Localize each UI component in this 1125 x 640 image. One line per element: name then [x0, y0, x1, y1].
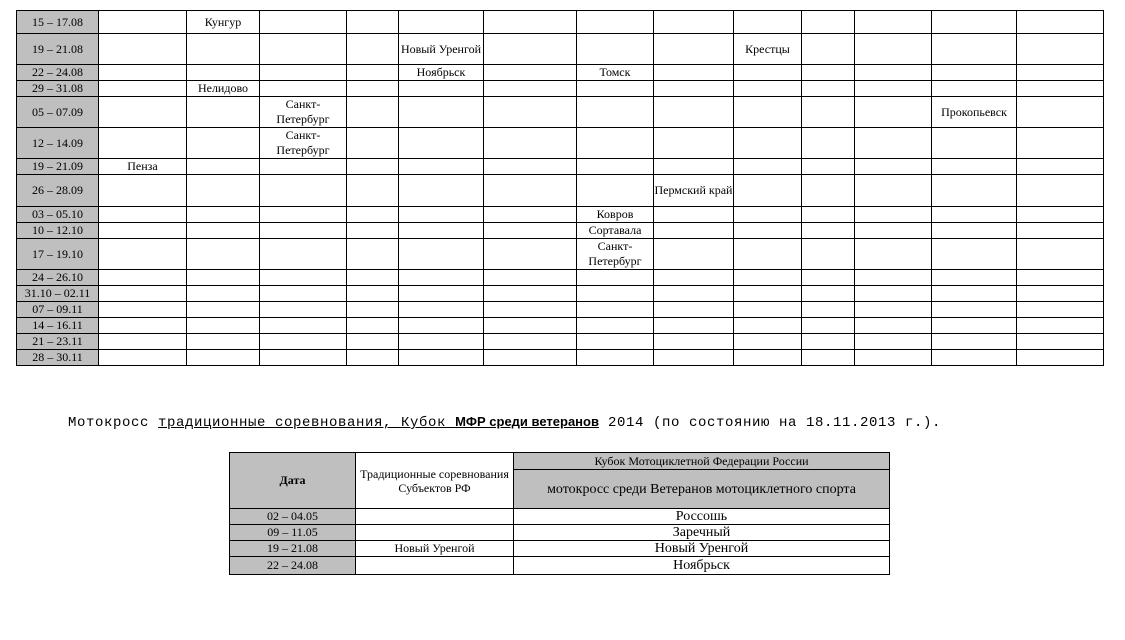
- schedule-cell: [187, 207, 260, 223]
- veterans-date-cell: 02 – 04.05: [230, 509, 356, 525]
- schedule-cell: [734, 270, 802, 286]
- veterans-cup-cell: Новый Уренгой: [514, 541, 890, 557]
- schedule-cell: [734, 81, 802, 97]
- schedule-cell: [932, 34, 1017, 65]
- schedule-cell: [855, 175, 932, 207]
- schedule-cell: [399, 175, 484, 207]
- schedule-cell: [734, 286, 802, 302]
- schedule-cell: [399, 128, 484, 159]
- schedule-cell: [347, 81, 399, 97]
- schedule-cell: [734, 159, 802, 175]
- veterans-cup-table: [229, 452, 890, 575]
- schedule-cell: [484, 223, 577, 239]
- heading-part-3: МФР среди ветеранов: [455, 414, 599, 429]
- schedule-row: [17, 65, 1104, 81]
- schedule-cell: [347, 318, 399, 334]
- schedule-cell: [399, 11, 484, 34]
- schedule-cell: [1017, 239, 1104, 270]
- schedule-cell: [802, 11, 855, 34]
- schedule-row: [17, 223, 1104, 239]
- schedule-cell: [260, 318, 347, 334]
- schedule-cell: [347, 334, 399, 350]
- schedule-cell: [577, 159, 654, 175]
- schedule-cell: [1017, 334, 1104, 350]
- veterans-date-cell: 19 – 21.08: [230, 541, 356, 557]
- schedule-cell: [654, 34, 734, 65]
- schedule-date-cell: 29 – 31.08: [17, 81, 99, 97]
- schedule-cell: [577, 350, 654, 366]
- schedule-cell: [347, 207, 399, 223]
- veterans-row: [230, 509, 890, 525]
- schedule-cell: [347, 239, 399, 270]
- schedule-cell: Кунгур: [187, 11, 260, 34]
- schedule-cell: [577, 334, 654, 350]
- schedule-cell: [1017, 350, 1104, 366]
- schedule-cell: [187, 270, 260, 286]
- schedule-cell: [654, 350, 734, 366]
- schedule-cell: [932, 239, 1017, 270]
- schedule-cell: [802, 81, 855, 97]
- schedule-cell: [99, 11, 187, 34]
- schedule-cell: [654, 81, 734, 97]
- schedule-row: [17, 34, 1104, 65]
- schedule-cell: [484, 207, 577, 223]
- schedule-cell: [399, 239, 484, 270]
- schedule-cell: [1017, 302, 1104, 318]
- schedule-cell: [734, 239, 802, 270]
- schedule-cell: [802, 207, 855, 223]
- schedule-cell: [347, 223, 399, 239]
- schedule-cell: [577, 270, 654, 286]
- schedule-date-cell: 31.10 – 02.11: [17, 286, 99, 302]
- schedule-cell: Санкт-Петербург: [260, 128, 347, 159]
- schedule-cell: [399, 270, 484, 286]
- schedule-row: [17, 97, 1104, 128]
- schedule-cell: [932, 65, 1017, 81]
- schedule-cell: [99, 334, 187, 350]
- schedule-cell: [855, 65, 932, 81]
- schedule-cell: [1017, 97, 1104, 128]
- schedule-cell: Пермский край: [654, 175, 734, 207]
- schedule-cell: [802, 34, 855, 65]
- schedule-cell: [734, 65, 802, 81]
- schedule-cell: [802, 128, 855, 159]
- schedule-cell: [399, 302, 484, 318]
- schedule-cell: [734, 350, 802, 366]
- schedule-cell: [187, 97, 260, 128]
- schedule-cell: [932, 223, 1017, 239]
- schedule-cell: [802, 334, 855, 350]
- schedule-cell: [260, 159, 347, 175]
- schedule-cell: [99, 239, 187, 270]
- schedule-cell: [1017, 207, 1104, 223]
- schedule-cell: [855, 270, 932, 286]
- schedule-cell: [932, 286, 1017, 302]
- schedule-date-cell: 21 – 23.11: [17, 334, 99, 350]
- schedule-cell: [260, 65, 347, 81]
- veterans-row: [230, 557, 890, 575]
- schedule-date-cell: 03 – 05.10: [17, 207, 99, 223]
- schedule-cell: [347, 350, 399, 366]
- schedule-cell: [855, 207, 932, 223]
- schedule-cell: [99, 270, 187, 286]
- schedule-date-cell: 15 – 17.08: [17, 11, 99, 34]
- veterans-traditional-cell: [356, 557, 514, 575]
- schedule-cell: [932, 11, 1017, 34]
- schedule-cell: [187, 318, 260, 334]
- schedule-cell: [347, 175, 399, 207]
- schedule-cell: [260, 302, 347, 318]
- schedule-cell: [932, 175, 1017, 207]
- schedule-cell: [654, 334, 734, 350]
- schedule-cell: [484, 159, 577, 175]
- schedule-row: [17, 302, 1104, 318]
- schedule-row: [17, 334, 1104, 350]
- schedule-cell: [484, 302, 577, 318]
- schedule-cell: [855, 34, 932, 65]
- schedule-cell: [734, 334, 802, 350]
- schedule-cell: [855, 223, 932, 239]
- schedule-cell: [187, 175, 260, 207]
- schedule-cell: [484, 175, 577, 207]
- schedule-date-cell: 12 – 14.09: [17, 128, 99, 159]
- schedule-cell: [734, 318, 802, 334]
- schedule-cell: [1017, 65, 1104, 81]
- schedule-cell: Санкт-Петербург: [260, 97, 347, 128]
- schedule-date-cell: 07 – 09.11: [17, 302, 99, 318]
- schedule-cell: Томск: [577, 65, 654, 81]
- schedule-cell: [187, 65, 260, 81]
- heading-part-4: 2014 (по состоянию на 18.11.2013 г.).: [598, 415, 942, 431]
- schedule-cell: [187, 223, 260, 239]
- schedule-date-cell: 26 – 28.09: [17, 175, 99, 207]
- schedule-cell: Крестцы: [734, 34, 802, 65]
- schedule-cell: [932, 159, 1017, 175]
- schedule-cell: [260, 207, 347, 223]
- header-date: Дата: [230, 453, 356, 509]
- schedule-cell: [932, 128, 1017, 159]
- schedule-cell: [802, 65, 855, 81]
- schedule-cell: [802, 350, 855, 366]
- schedule-row: [17, 318, 1104, 334]
- schedule-cell: [99, 97, 187, 128]
- schedule-cell: [260, 223, 347, 239]
- schedule-date-cell: 24 – 26.10: [17, 270, 99, 286]
- schedule-cell: [187, 159, 260, 175]
- schedule-cell: [99, 350, 187, 366]
- schedule-cell: [347, 97, 399, 128]
- schedule-cell: [187, 334, 260, 350]
- schedule-row: [17, 81, 1104, 97]
- schedule-cell: [484, 34, 577, 65]
- regional-schedule-table: [16, 10, 1104, 366]
- schedule-cell: [855, 239, 932, 270]
- schedule-cell: [347, 302, 399, 318]
- schedule-cell: [932, 207, 1017, 223]
- schedule-cell: [260, 81, 347, 97]
- schedule-cell: [654, 97, 734, 128]
- schedule-cell: [577, 81, 654, 97]
- schedule-cell: [654, 207, 734, 223]
- schedule-cell: [855, 159, 932, 175]
- schedule-cell: Прокопьевск: [932, 97, 1017, 128]
- heading-part-2: традиционные соревнования, Кубок: [158, 415, 456, 431]
- schedule-cell: [260, 270, 347, 286]
- schedule-cell: [187, 286, 260, 302]
- schedule-cell: Сортавала: [577, 223, 654, 239]
- schedule-cell: [99, 175, 187, 207]
- schedule-cell: [577, 97, 654, 128]
- schedule-cell: [260, 350, 347, 366]
- schedule-cell: [855, 350, 932, 366]
- schedule-cell: [577, 286, 654, 302]
- schedule-cell: [802, 302, 855, 318]
- schedule-cell: [654, 286, 734, 302]
- schedule-cell: [1017, 223, 1104, 239]
- schedule-cell: [1017, 81, 1104, 97]
- schedule-date-cell: 19 – 21.09: [17, 159, 99, 175]
- schedule-cell: [187, 239, 260, 270]
- schedule-cell: [654, 223, 734, 239]
- schedule-cell: [347, 11, 399, 34]
- schedule-cell: [577, 11, 654, 34]
- schedule-cell: [187, 128, 260, 159]
- schedule-cell: [802, 159, 855, 175]
- schedule-row: [17, 11, 1104, 34]
- schedule-cell: [399, 286, 484, 302]
- schedule-cell: [734, 11, 802, 34]
- schedule-cell: [802, 223, 855, 239]
- schedule-row: [17, 207, 1104, 223]
- schedule-cell: [734, 207, 802, 223]
- schedule-cell: Ковров: [577, 207, 654, 223]
- schedule-cell: [399, 350, 484, 366]
- schedule-cell: [577, 34, 654, 65]
- schedule-cell: [347, 270, 399, 286]
- schedule-cell: [654, 11, 734, 34]
- schedule-cell: [484, 97, 577, 128]
- schedule-row: [17, 128, 1104, 159]
- schedule-cell: [399, 334, 484, 350]
- schedule-cell: Новый Уренгой: [399, 34, 484, 65]
- schedule-cell: [347, 34, 399, 65]
- schedule-cell: [1017, 128, 1104, 159]
- schedule-cell: [654, 302, 734, 318]
- schedule-cell: [802, 97, 855, 128]
- schedule-cell: [1017, 34, 1104, 65]
- schedule-date-cell: 28 – 30.11: [17, 350, 99, 366]
- schedule-cell: [932, 350, 1017, 366]
- schedule-row: [17, 239, 1104, 270]
- schedule-cell: [654, 65, 734, 81]
- schedule-row: [17, 286, 1104, 302]
- schedule-cell: [802, 270, 855, 286]
- schedule-cell: [484, 334, 577, 350]
- schedule-cell: [399, 81, 484, 97]
- schedule-cell: [654, 159, 734, 175]
- schedule-row: [17, 159, 1104, 175]
- schedule-cell: [99, 223, 187, 239]
- schedule-cell: [802, 239, 855, 270]
- schedule-cell: [932, 81, 1017, 97]
- veterans-date-cell: 09 – 11.05: [230, 525, 356, 541]
- schedule-cell: [932, 334, 1017, 350]
- schedule-cell: [654, 270, 734, 286]
- schedule-cell: [802, 286, 855, 302]
- schedule-cell: [932, 302, 1017, 318]
- schedule-cell: [802, 175, 855, 207]
- schedule-row: [17, 350, 1104, 366]
- schedule-cell: [734, 223, 802, 239]
- schedule-date-cell: 22 – 24.08: [17, 65, 99, 81]
- schedule-cell: [260, 34, 347, 65]
- schedule-row: [17, 270, 1104, 286]
- schedule-cell: [654, 128, 734, 159]
- schedule-row: [17, 175, 1104, 207]
- schedule-cell: [1017, 159, 1104, 175]
- schedule-cell: [1017, 175, 1104, 207]
- schedule-cell: [187, 302, 260, 318]
- schedule-cell: Нелидово: [187, 81, 260, 97]
- schedule-cell: [347, 128, 399, 159]
- schedule-cell: [855, 97, 932, 128]
- schedule-cell: [484, 318, 577, 334]
- schedule-date-cell: 14 – 16.11: [17, 318, 99, 334]
- schedule-cell: [855, 302, 932, 318]
- schedule-cell: [399, 97, 484, 128]
- schedule-cell: [99, 34, 187, 65]
- schedule-cell: [484, 11, 577, 34]
- schedule-cell: [99, 65, 187, 81]
- schedule-cell: [399, 207, 484, 223]
- schedule-cell: [734, 175, 802, 207]
- veterans-cup-cell: Ноябрьск: [514, 557, 890, 575]
- header-cup-subtitle: мотокросс среди Ветеранов мотоциклетного спорта: [514, 470, 890, 509]
- schedule-cell: [187, 34, 260, 65]
- schedule-cell: [855, 286, 932, 302]
- veterans-cup-cell: Россошь: [514, 509, 890, 525]
- schedule-cell: [484, 270, 577, 286]
- schedule-cell: [1017, 286, 1104, 302]
- schedule-date-cell: 17 – 19.10: [17, 239, 99, 270]
- veterans-traditional-cell: Новый Уренгой: [356, 541, 514, 557]
- veterans-row: [230, 525, 890, 541]
- veterans-cup-cell: Заречный: [514, 525, 890, 541]
- schedule-cell: [855, 128, 932, 159]
- schedule-cell: [99, 302, 187, 318]
- schedule-cell: [577, 302, 654, 318]
- veterans-section-heading: [68, 414, 941, 431]
- schedule-date-cell: 05 – 07.09: [17, 97, 99, 128]
- veterans-row: [230, 541, 890, 557]
- schedule-cell: [99, 318, 187, 334]
- schedule-cell: [734, 128, 802, 159]
- schedule-cell: [802, 318, 855, 334]
- schedule-date-cell: 10 – 12.10: [17, 223, 99, 239]
- schedule-cell: [260, 286, 347, 302]
- schedule-cell: [734, 302, 802, 318]
- schedule-cell: [260, 175, 347, 207]
- schedule-date-cell: 19 – 21.08: [17, 34, 99, 65]
- schedule-cell: [1017, 11, 1104, 34]
- veterans-traditional-cell: [356, 509, 514, 525]
- schedule-cell: [654, 239, 734, 270]
- veterans-traditional-cell: [356, 525, 514, 541]
- schedule-cell: [99, 128, 187, 159]
- schedule-cell: [347, 65, 399, 81]
- schedule-cell: [855, 318, 932, 334]
- schedule-cell: [654, 318, 734, 334]
- schedule-cell: Ноябрьск: [399, 65, 484, 81]
- schedule-cell: [1017, 270, 1104, 286]
- schedule-cell: [577, 175, 654, 207]
- schedule-cell: [577, 128, 654, 159]
- schedule-cell: Санкт-Петербург: [577, 239, 654, 270]
- schedule-cell: [932, 270, 1017, 286]
- schedule-cell: [260, 239, 347, 270]
- schedule-cell: [99, 286, 187, 302]
- schedule-cell: [484, 286, 577, 302]
- schedule-cell: [855, 334, 932, 350]
- schedule-cell: [260, 11, 347, 34]
- veterans-date-cell: 22 – 24.08: [230, 557, 356, 575]
- schedule-cell: [347, 159, 399, 175]
- schedule-cell: [99, 207, 187, 223]
- schedule-cell: [484, 350, 577, 366]
- schedule-cell: [399, 159, 484, 175]
- schedule-cell: [577, 318, 654, 334]
- header-traditional: Традиционные соревнования Субъектов РФ: [356, 453, 514, 509]
- schedule-cell: [1017, 318, 1104, 334]
- schedule-cell: [484, 239, 577, 270]
- schedule-cell: [99, 81, 187, 97]
- schedule-cell: [347, 286, 399, 302]
- schedule-cell: [855, 11, 932, 34]
- schedule-cell: [399, 318, 484, 334]
- schedule-cell: [484, 65, 577, 81]
- schedule-cell: [734, 97, 802, 128]
- schedule-cell: [484, 81, 577, 97]
- schedule-cell: [399, 223, 484, 239]
- heading-part-1: Мотокросс: [68, 415, 159, 431]
- schedule-cell: [855, 81, 932, 97]
- schedule-cell: [187, 350, 260, 366]
- schedule-cell: [484, 128, 577, 159]
- header-cup: Кубок Мотоциклетной Федерации России: [514, 453, 890, 470]
- schedule-cell: [260, 334, 347, 350]
- schedule-cell: Пенза: [99, 159, 187, 175]
- schedule-cell: [932, 318, 1017, 334]
